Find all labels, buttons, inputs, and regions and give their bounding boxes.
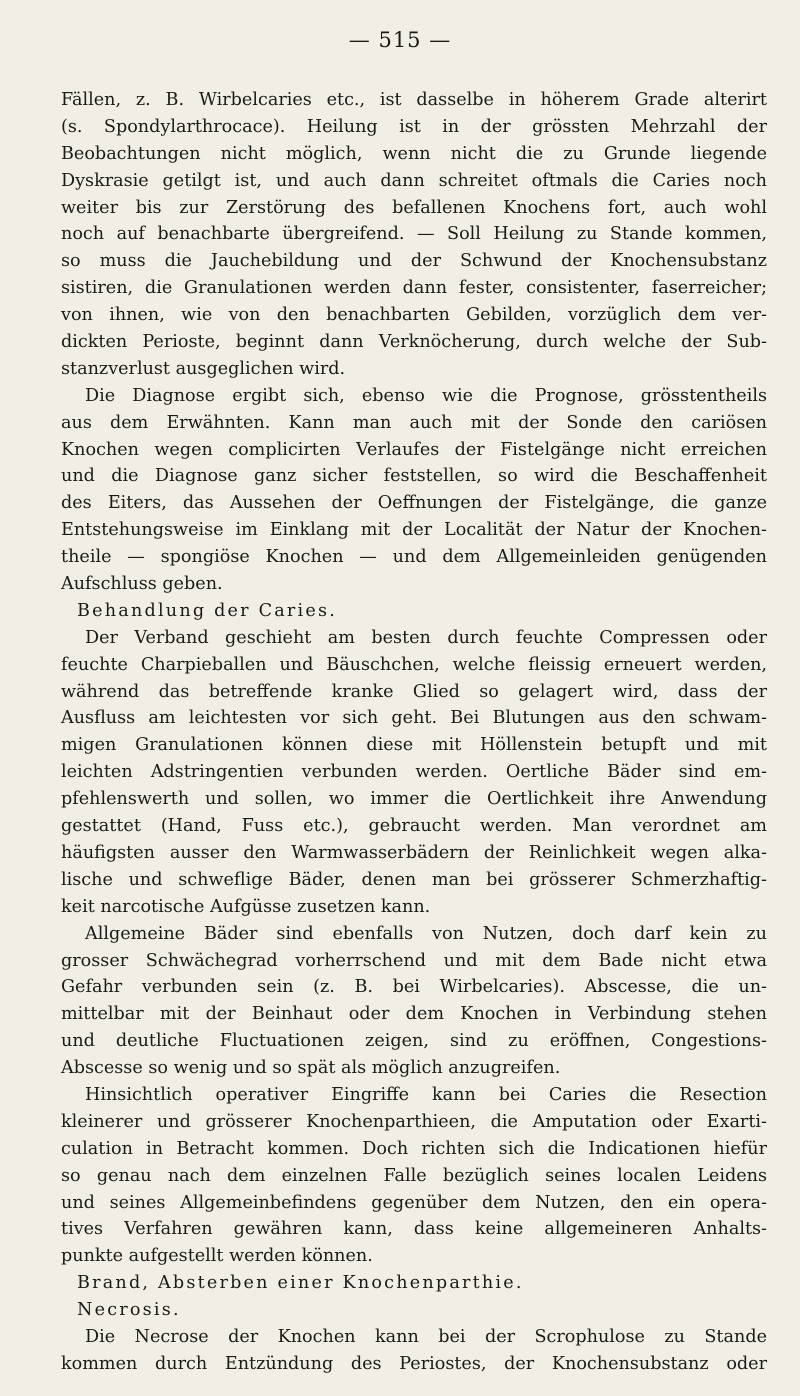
section-heading: Brand, Absterben einer Knochenparthie.: [77, 1273, 524, 1294]
text-line: Ausfluss am leichtesten vor sich geht. Bei Blutungen aus den schwam-: [61, 708, 767, 729]
text-line: stanzverlust ausgeglichen wird.: [61, 358, 346, 379]
text-line: dickten Perioste, beginnt dann Verknöcherung, durch welche der Sub-: [61, 332, 767, 353]
text-line: während das betreffende kranke Glied so gelagert wird, dass der: [61, 681, 767, 702]
text-line: Fällen, z. B. Wirbelcaries etc., ist dasselbe in höherem Grade alterirt: [61, 90, 767, 110]
text-line: leichten Adstringentien verbunden werden. Oertliche Bäder sind em-: [61, 762, 767, 783]
text-line: und deutliche Fluctuationen zeigen, sind zu eröffnen, Congestions-: [61, 1031, 767, 1052]
text-line: Hinsichtlich operativer Eingriffe kann bei Caries die Resection: [85, 1084, 767, 1105]
text-line: kleinerer und grösserer Knochenparthieen, die Amputation oder Exarti-: [61, 1111, 767, 1132]
section-heading: Behandlung der Caries.: [77, 600, 337, 621]
text-line: Beobachtungen nicht möglich, wenn nicht die zu Grunde liegende: [61, 143, 767, 164]
body-text: [61, 87, 767, 1378]
text-line: (s. Spondylarthrocace). Heilung ist in der grössten Mehrzahl der: [61, 116, 767, 137]
text-line: von ihnen, wie von den benachbarten Gebilden, vorzüglich dem ver-: [61, 305, 767, 326]
text-line: Der Verband geschieht am besten durch feuchte Compressen oder: [85, 627, 767, 648]
text-line: lische und schweflige Bäder, denen man bei grösserer Schmerzhaftig-: [61, 869, 767, 890]
text-line: aus dem Erwähnten. Kann man auch mit der Sonde den cariösen: [61, 412, 767, 433]
text-line: Knochen wegen complicirten Verlaufes der Fistelgänge nicht erreichen: [61, 439, 767, 460]
text-line: tives Verfahren gewähren kann, dass keine allgemeineren Anhalts-: [61, 1219, 767, 1240]
text-line: Dyskrasie getilgt ist, und auch dann schreitet oftmals die Caries noch: [61, 170, 767, 191]
text-line: culation in Betracht kommen. Doch richten sich die Indicationen hiefür: [61, 1138, 767, 1159]
text-line: und seines Allgemeinbefindens gegenüber dem Nutzen, den ein opera-: [61, 1192, 767, 1213]
text-line: Allgemeine Bäder sind ebenfalls von Nutzen, doch darf kein zu: [85, 923, 767, 944]
text-line: häufigsten ausser den Warmwasserbädern der Reinlichkeit wegen alka-: [61, 842, 767, 863]
text-line: weiter bis zur Zerstörung des befallenen Knochens fort, auch wohl: [61, 197, 767, 218]
text-line: kommen durch Entzündung des Periostes, der Knochensubstanz oder: [61, 1353, 767, 1374]
text-line: Gefahr verbunden sein (z. B. bei Wirbelcaries). Abscesse, die un-: [61, 977, 767, 998]
text-line: migen Granulationen können diese mit Höllenstein betupft und mit: [61, 735, 767, 756]
text-line: und die Diagnose ganz sicher feststellen, so wird die Beschaffenheit: [61, 466, 767, 487]
page-number: — 515 —: [348, 28, 452, 52]
text-line: punkte aufgestellt werden können.: [61, 1246, 373, 1267]
text-line: sistiren, die Granulationen werden dann fester, consistenter, faserreicher;: [61, 278, 767, 299]
section-heading: Necrosis.: [77, 1300, 181, 1321]
text-line: des Eiters, das Aussehen der Oeffnungen der Fistelgänge, die ganze: [61, 493, 767, 514]
text-line: feuchte Charpieballen und Bäuschchen, welche fleissig erneuert werden,: [61, 654, 767, 675]
text-line: noch auf benachbarte übergreifend. — Soll Heilung zu Stande kommen,: [61, 224, 767, 245]
text-line: Die Necrose der Knochen kann bei der Scrophulose zu Stande: [85, 1326, 767, 1347]
text-line: Abscesse so wenig und so spät als möglich anzugreifen.: [61, 1058, 561, 1079]
text-line: Die Diagnose ergibt sich, ebenso wie die Prognose, grösstentheils: [85, 385, 767, 406]
text-line: grosser Schwächegrad vorherrschend und mit dem Bade nicht etwa: [61, 950, 767, 971]
text-line: Aufschluss geben.: [61, 574, 223, 595]
text-line: Entstehungsweise im Einklang mit der Localität der Natur der Knochen-: [61, 520, 767, 541]
text-line: theile — spongiöse Knochen — und dem Allgemeinleiden genügenden: [61, 547, 767, 568]
text-line: keit narcotische Aufgüsse zusetzen kann.: [61, 896, 431, 917]
text-line: gestattet (Hand, Fuss etc.), gebraucht werden. Man verordnet am: [61, 816, 767, 837]
text-line: so muss die Jauchebildung und der Schwund der Knochensubstanz: [61, 251, 767, 272]
text-line: so genau nach dem einzelnen Falle bezüglich seines localen Leidens: [61, 1165, 767, 1186]
text-line: pfehlenswerth und sollen, wo immer die Oertlichkeit ihre Anwendung: [61, 789, 767, 810]
text-line: mittelbar mit der Beinhaut oder dem Knochen in Verbindung stehen: [61, 1004, 767, 1025]
